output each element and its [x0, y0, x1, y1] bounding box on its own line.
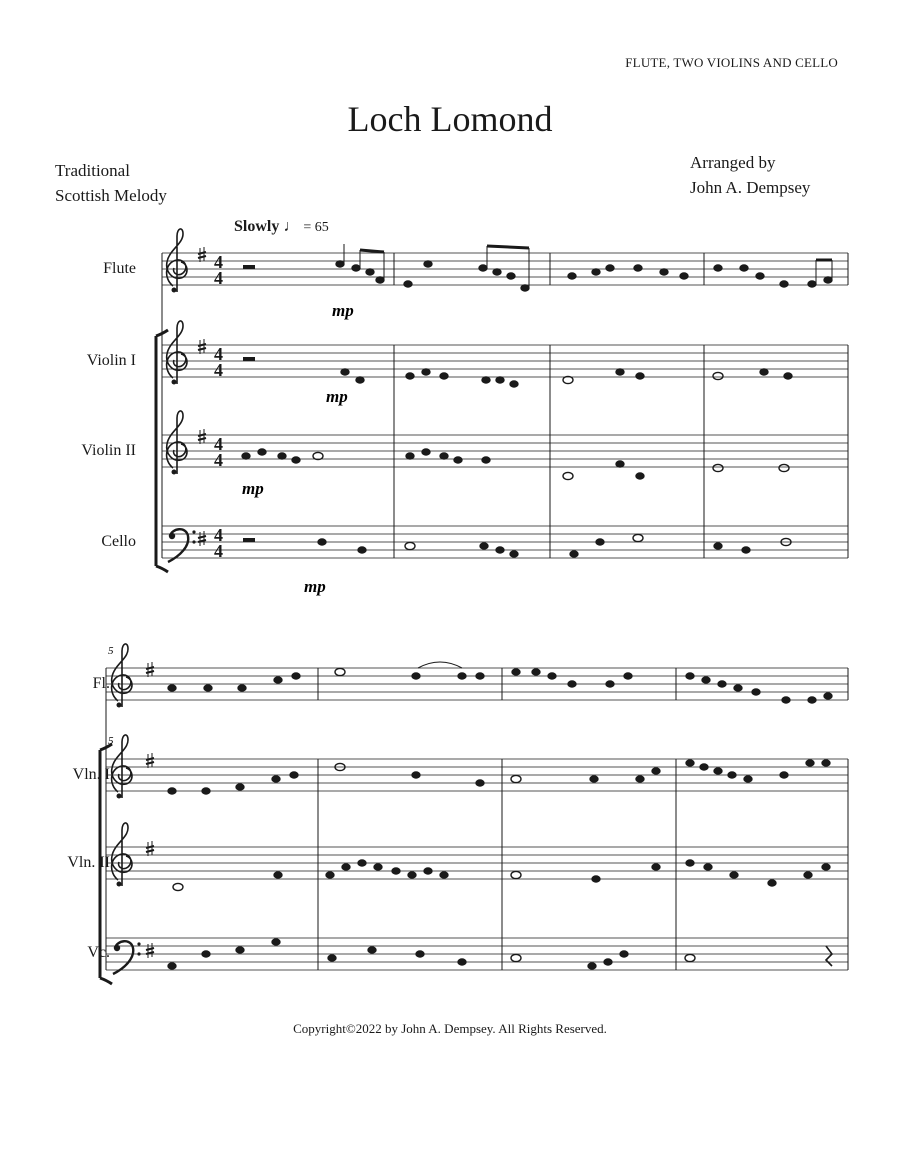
- note-head: [342, 864, 350, 870]
- tempo-word: Slowly: [234, 218, 280, 235]
- note-head: [685, 954, 695, 961]
- note-head: [292, 673, 300, 679]
- note-head: [588, 963, 596, 969]
- note-head: [274, 872, 282, 878]
- note-head: [242, 453, 250, 459]
- note-head: [392, 868, 400, 874]
- note-head: [341, 369, 349, 375]
- note-head: [590, 776, 598, 782]
- sharp-icon: [146, 841, 154, 856]
- note-head: [335, 668, 345, 675]
- time-sig-bottom: 4: [214, 360, 223, 380]
- note-head: [480, 543, 488, 549]
- note-head: [313, 452, 323, 459]
- label-fl: Fl.: [92, 675, 110, 692]
- note-head: [806, 760, 814, 766]
- system-1: [156, 229, 848, 596]
- label-violin-2: Violin II: [81, 442, 136, 459]
- note-head: [808, 697, 816, 703]
- note-head: [620, 951, 628, 957]
- note-head: [406, 453, 414, 459]
- staff-vc: [106, 938, 848, 970]
- note-head: [728, 772, 736, 778]
- note-head: [824, 693, 832, 699]
- note-head: [358, 860, 366, 866]
- note-head: [358, 547, 366, 553]
- staff-violin-1: [162, 345, 848, 377]
- label-vc: Vc.: [87, 944, 110, 961]
- dynamic-mp: mp: [304, 577, 326, 596]
- note-head: [714, 265, 722, 271]
- note-head: [406, 373, 414, 379]
- note-head: [822, 760, 830, 766]
- note-head: [476, 780, 484, 786]
- note-head: [482, 377, 490, 383]
- note-head: [496, 547, 504, 553]
- note-head: [510, 551, 518, 557]
- note-head: [511, 954, 521, 961]
- note-head: [374, 864, 382, 870]
- note-head: [356, 377, 364, 383]
- half-rest: [243, 265, 255, 269]
- quarter-note-icon: ♩: [283, 218, 300, 235]
- note-head: [236, 947, 244, 953]
- note-head: [740, 265, 748, 271]
- note-head: [634, 265, 642, 271]
- note-head: [660, 269, 668, 275]
- note-head: [718, 681, 726, 687]
- notes-violin1-sys1: [243, 357, 792, 387]
- note-head: [352, 265, 360, 271]
- dynamic-mp: mp: [326, 387, 348, 406]
- note-head: [424, 868, 432, 874]
- sharp-icon: [198, 531, 206, 546]
- note-head: [652, 768, 660, 774]
- note-head: [258, 449, 266, 455]
- note-head: [686, 860, 694, 866]
- note-head: [782, 697, 790, 703]
- note-head: [368, 947, 376, 953]
- note-head: [700, 764, 708, 770]
- note-head: [592, 876, 600, 882]
- note-head: [424, 261, 432, 267]
- note-head: [236, 784, 244, 790]
- note-head: [168, 963, 176, 969]
- label-violin-1: Violin I: [86, 352, 136, 369]
- composer-line-1: Traditional: [55, 161, 130, 180]
- note-head: [568, 273, 576, 279]
- note-head: [808, 281, 816, 287]
- notes-cello-sys1: [243, 534, 791, 557]
- note-head: [704, 864, 712, 870]
- label-vln-2: Vln. II: [67, 854, 110, 871]
- note-head: [454, 457, 462, 463]
- note-head: [714, 543, 722, 549]
- note-head: [405, 542, 415, 549]
- tempo-bpm: = 65: [303, 220, 329, 235]
- note-head: [714, 768, 722, 774]
- notes-flute-sys1: [243, 244, 832, 291]
- note-head: [532, 669, 540, 675]
- note-head: [168, 788, 176, 794]
- time-sig-top: 4: [214, 525, 223, 545]
- tie: [418, 662, 462, 668]
- note-head: [476, 673, 484, 679]
- note-head: [734, 685, 742, 691]
- note-head: [366, 269, 374, 275]
- time-sig-bottom: 4: [214, 450, 223, 470]
- note-head: [713, 464, 723, 471]
- note-head: [636, 373, 644, 379]
- dynamic-mp: mp: [242, 479, 264, 498]
- note-head: [458, 673, 466, 679]
- note-head: [521, 285, 529, 291]
- note-head: [328, 955, 336, 961]
- barlines-system-2: [318, 668, 848, 970]
- note-head: [440, 872, 448, 878]
- note-head: [512, 669, 520, 675]
- note-head: [570, 551, 578, 557]
- note-head: [510, 381, 518, 387]
- half-rest: [243, 357, 255, 361]
- note-head: [686, 760, 694, 766]
- note-head: [458, 959, 466, 965]
- note-head: [680, 273, 688, 279]
- note-head: [440, 453, 448, 459]
- note-head: [202, 951, 210, 957]
- note-head: [202, 788, 210, 794]
- time-sig-top: 4: [214, 344, 223, 364]
- note-head: [636, 776, 644, 782]
- note-head: [238, 685, 246, 691]
- note-head: [274, 677, 282, 683]
- note-head: [272, 939, 280, 945]
- sharp-icon: [146, 662, 154, 677]
- note-head: [604, 959, 612, 965]
- note-head: [756, 273, 764, 279]
- system-2: [100, 644, 848, 984]
- time-sig-top: 4: [214, 434, 223, 454]
- time-signatures: [214, 252, 223, 561]
- sharp-icon: [198, 339, 206, 354]
- note-head: [422, 449, 430, 455]
- note-head: [408, 872, 416, 878]
- note-head: [713, 372, 723, 379]
- note-head: [326, 872, 334, 878]
- note-head: [292, 457, 300, 463]
- staff-fl: [106, 668, 848, 700]
- note-head: [272, 776, 280, 782]
- note-head: [479, 265, 487, 271]
- note-head: [318, 539, 326, 545]
- half-rest: [243, 538, 255, 542]
- note-head: [548, 673, 556, 679]
- note-head: [636, 473, 644, 479]
- note-head: [686, 673, 694, 679]
- page-title: Loch Lomond: [347, 99, 553, 139]
- note-head: [511, 871, 521, 878]
- time-sig-top: 4: [214, 252, 223, 272]
- dynamic-mp: mp: [332, 301, 354, 320]
- copyright-notice: Copyright©2022 by John A. Dempsey. All Rights Reserved.: [293, 1021, 607, 1036]
- label-flute: Flute: [103, 260, 136, 277]
- note-head: [592, 269, 600, 275]
- note-head: [652, 864, 660, 870]
- note-head: [730, 872, 738, 878]
- note-head: [440, 373, 448, 379]
- note-head: [482, 457, 490, 463]
- note-head: [168, 685, 176, 691]
- notes-violin2-sys1: [242, 449, 789, 480]
- sharp-icon: [198, 247, 206, 262]
- note-head: [404, 281, 412, 287]
- note-head: [784, 373, 792, 379]
- note-head: [768, 880, 776, 886]
- note-head: [563, 376, 573, 383]
- note-head: [633, 534, 643, 541]
- measure-number: 5: [108, 735, 114, 747]
- note-head: [616, 461, 624, 467]
- time-sig-bottom: 4: [214, 541, 223, 561]
- note-head: [624, 673, 632, 679]
- note-head: [824, 277, 832, 283]
- note-head: [568, 681, 576, 687]
- note-head: [606, 265, 614, 271]
- note-head: [336, 261, 344, 267]
- note-head: [744, 776, 752, 782]
- note-head: [616, 369, 624, 375]
- note-head: [412, 673, 420, 679]
- note-head: [376, 277, 384, 283]
- note-head: [416, 951, 424, 957]
- composer-line-2: Scottish Melody: [55, 186, 167, 205]
- note-head: [760, 369, 768, 375]
- time-sig-bottom: 4: [214, 268, 223, 288]
- sharp-icon: [146, 753, 154, 768]
- arranger-line-2: John A. Dempsey: [690, 178, 811, 197]
- barlines-system-1: [394, 253, 848, 558]
- measure-number: 5: [108, 645, 114, 657]
- sharp-icon: [198, 429, 206, 444]
- note-head: [204, 685, 212, 691]
- note-head: [822, 864, 830, 870]
- note-head: [511, 775, 521, 782]
- notes-vln1-sys2: [168, 760, 830, 794]
- instrumentation-label: FLUTE, TWO VIOLINS AND CELLO: [625, 55, 838, 70]
- note-head: [412, 772, 420, 778]
- note-head: [702, 677, 710, 683]
- note-head: [780, 772, 788, 778]
- note-head: [422, 369, 430, 375]
- note-head: [493, 269, 501, 275]
- arranger-line-1: Arranged by: [690, 153, 776, 172]
- note-head: [496, 377, 504, 383]
- note-head: [804, 872, 812, 878]
- note-head: [606, 681, 614, 687]
- note-head: [563, 472, 573, 479]
- note-head: [278, 453, 286, 459]
- label-cello: Cello: [101, 533, 136, 550]
- note-head: [596, 539, 604, 545]
- note-head: [173, 883, 183, 890]
- label-vln-1: Vln. I: [72, 766, 110, 783]
- note-head: [290, 772, 298, 778]
- note-head: [779, 464, 789, 471]
- quarter-rest: [826, 946, 832, 966]
- note-head: [507, 273, 515, 279]
- sharp-icon: [146, 943, 154, 958]
- note-head: [780, 281, 788, 287]
- note-head: [742, 547, 750, 553]
- note-head: [752, 689, 760, 695]
